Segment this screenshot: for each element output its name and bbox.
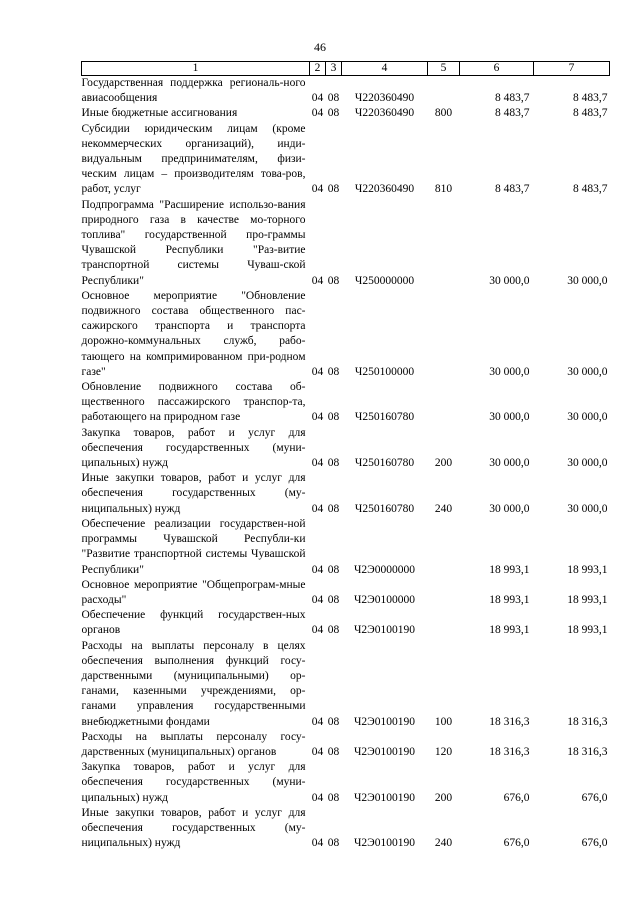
- target-article-cell: Ч250160780: [354, 502, 415, 515]
- target-article-cell: Ч250160780: [354, 411, 415, 424]
- target-article-cell: Ч2Э0100000: [353, 593, 416, 606]
- table-row: [82, 578, 610, 608]
- row-name-cell: Иные закупки товаров, работ и услуг для обеспечения государственных (му-ниципальных) нужд: [81, 472, 306, 515]
- expense-type-cell: 800: [434, 107, 453, 120]
- row-name-cell: Иные бюджетные ассигнования: [81, 107, 238, 120]
- row-name-cell: Основное мероприятие "Общепрограм-мные расходы": [81, 578, 306, 606]
- subsection-code-cell: 08: [327, 92, 340, 105]
- amount-year2-cell: 676,0: [581, 837, 608, 850]
- row-name-cell: Обеспечение функций государствен-ных органов: [81, 609, 306, 637]
- section-code-cell: 04: [311, 274, 324, 287]
- table-row: [82, 122, 610, 198]
- subsection-code-cell: 08: [327, 563, 340, 576]
- row-name-cell: Обеспечение реализации государствен-ной программы Чувашской Республи-ки "Развитие транспортной системы Чувашской Республики": [81, 517, 306, 576]
- amount-year2-cell: 30 000,0: [567, 411, 608, 424]
- amount-year2-cell: 8 483,7: [573, 92, 608, 105]
- expense-type-cell: 200: [434, 791, 453, 804]
- subsection-code-cell: 08: [327, 791, 340, 804]
- expense-type-cell: 810: [434, 183, 453, 196]
- target-article-cell: Ч250000000: [354, 274, 415, 287]
- amount-year1-cell: 18 316,3: [489, 745, 530, 758]
- section-code-cell: 04: [311, 593, 324, 606]
- table-row: [82, 608, 610, 638]
- column-header: 3: [326, 62, 342, 76]
- row-name-cell: Подпрограмма "Расширение использо-вания природного газа в качестве мо-торного топлива" государственной про-граммы Чувашской Республики "Раз-витие транспортной системы Чуваш-ской Республики": [81, 198, 306, 287]
- section-code-cell: 04: [311, 502, 324, 515]
- section-code-cell: 04: [311, 183, 324, 196]
- amount-year1-cell: 8 483,7: [495, 107, 530, 120]
- subsection-code-cell: 08: [327, 411, 340, 424]
- amount-year1-cell: 30 000,0: [489, 457, 530, 470]
- subsection-code-cell: 08: [327, 107, 340, 120]
- amount-year1-cell: 30 000,0: [489, 365, 530, 378]
- expense-type-cell: 120: [434, 745, 453, 758]
- column-header: 4: [342, 62, 428, 76]
- target-article-cell: Ч250100000: [354, 365, 415, 378]
- expense-type-cell: 240: [434, 502, 453, 515]
- amount-year1-cell: 30 000,0: [489, 502, 530, 515]
- target-article-cell: Ч250160780: [354, 457, 415, 470]
- amount-year1-cell: 676,0: [503, 791, 530, 804]
- subsection-code-cell: 08: [327, 365, 340, 378]
- row-name-cell: Закупка товаров, работ и услуг для обеспечения государственных (муни-ципальных) нужд: [81, 426, 306, 470]
- amount-year1-cell: 8 483,7: [495, 92, 530, 105]
- table-row: [82, 517, 610, 578]
- table-row: [82, 198, 610, 289]
- subsection-code-cell: 08: [327, 837, 340, 850]
- column-header: 2: [310, 62, 326, 76]
- table-row: [82, 426, 610, 472]
- subsection-code-cell: 08: [327, 183, 340, 196]
- amount-year1-cell: 18 316,3: [489, 715, 530, 728]
- expense-type-cell: [428, 517, 460, 578]
- page-number: 46: [314, 40, 326, 54]
- row-name-cell: Закупка товаров, работ и услуг для обеспечения государственных (муни-ципальных) нужд: [81, 761, 306, 804]
- column-header: 7: [534, 62, 610, 76]
- amount-year2-cell: 18 993,1: [567, 593, 608, 606]
- amount-year1-cell: 18 993,1: [489, 593, 530, 606]
- expense-type-cell: [428, 380, 460, 426]
- expense-type-cell: 240: [434, 837, 453, 850]
- amount-year2-cell: 30 000,0: [567, 457, 608, 470]
- column-header: 6: [460, 62, 534, 76]
- subsection-code-cell: 08: [327, 624, 340, 637]
- table-row: [82, 380, 610, 426]
- amount-year1-cell: 18 993,1: [489, 563, 530, 576]
- section-code-cell: 04: [311, 457, 324, 470]
- amount-year2-cell: 18 316,3: [567, 745, 608, 758]
- section-code-cell: 04: [311, 92, 324, 105]
- row-name-cell: Обновление подвижного состава об-щественного пассажирского транспор-та, работающего на природном газе: [81, 381, 306, 424]
- section-code-cell: 04: [311, 563, 324, 576]
- target-article-cell: Ч2Э0100190: [353, 624, 416, 637]
- row-name-cell: Расходы на выплаты персоналу в целях обеспечения выполнения функций госу-дарственными (муниципальными) ор-ганами, казенными учреждениями, ор-ганами управления государственными внебюджетными фондами: [81, 639, 306, 728]
- target-article-cell: Ч220360490: [354, 92, 415, 105]
- column-header: 1: [82, 62, 310, 76]
- table-row: [82, 806, 610, 852]
- amount-year2-cell: 30 000,0: [567, 274, 608, 287]
- amount-year2-cell: 18 316,3: [567, 715, 608, 728]
- amount-year2-cell: 18 993,1: [567, 563, 608, 576]
- row-name-cell: Субсидии юридическим лицам (кроме некоммерческих организаций), инди-видуальным предпринимателям, физи-ческим лицам – производителям това-ров, работ, услуг: [81, 122, 306, 196]
- subsection-code-cell: 08: [327, 274, 340, 287]
- row-name-cell: Государственная поддержка региональ-ного авиасообщения: [81, 77, 306, 105]
- subsection-code-cell: 08: [327, 745, 340, 758]
- table-row: [82, 730, 610, 760]
- section-code-cell: 04: [311, 624, 324, 637]
- target-article-cell: Ч2Э0100190: [353, 715, 416, 728]
- subsection-code-cell: 08: [327, 715, 340, 728]
- amount-year2-cell: 676,0: [581, 791, 608, 804]
- section-code-cell: 04: [311, 715, 324, 728]
- table-row: [82, 760, 610, 806]
- amount-year1-cell: 30 000,0: [489, 411, 530, 424]
- subsection-code-cell: 08: [327, 593, 340, 606]
- header-row: [82, 62, 610, 76]
- target-article-cell: Ч2Э0100190: [353, 837, 416, 850]
- expense-type-cell: [428, 198, 460, 289]
- target-article-cell: Ч220360490: [354, 107, 415, 120]
- section-code-cell: 04: [311, 107, 324, 120]
- target-article-cell: Ч220360490: [354, 183, 415, 196]
- subsection-code-cell: 08: [327, 457, 340, 470]
- amount-year2-cell: 30 000,0: [567, 502, 608, 515]
- section-code-cell: 04: [311, 411, 324, 424]
- row-name-cell: Иные закупки товаров, работ и услуг для обеспечения государственных (му-ниципальных) нужд: [81, 806, 306, 850]
- amount-year1-cell: 18 993,1: [489, 624, 530, 637]
- table-row: [82, 639, 610, 730]
- table-row: [82, 106, 610, 121]
- table-row: [82, 289, 610, 380]
- target-article-cell: Ч2Э0100190: [353, 791, 416, 804]
- amount-year2-cell: 8 483,7: [573, 107, 608, 120]
- column-header: 5: [428, 62, 460, 76]
- amount-year1-cell: 8 483,7: [495, 183, 530, 196]
- row-name-cell: Основное мероприятие "Обновление подвижного состава общественного пас-сажирского транспорта и транспорта дорожно-коммунальных служб, рабо-тающего на компримированном при-родном газе": [81, 289, 306, 378]
- amount-year2-cell: 8 483,7: [573, 183, 608, 196]
- amount-year1-cell: 676,0: [503, 837, 530, 850]
- section-code-cell: 04: [311, 745, 324, 758]
- table-row: [82, 76, 610, 107]
- expense-type-cell: [428, 578, 460, 608]
- target-article-cell: Ч2Э0100190: [353, 745, 416, 758]
- amount-year2-cell: 30 000,0: [567, 365, 608, 378]
- budget-table: [81, 61, 610, 851]
- expense-type-cell: 100: [434, 715, 453, 728]
- expense-type-cell: [428, 608, 460, 638]
- expense-type-cell: [428, 289, 460, 380]
- expense-type-cell: [428, 76, 460, 107]
- row-name-cell: Расходы на выплаты персоналу госу-дарственных (муниципальных) органов: [81, 730, 306, 758]
- target-article-cell: Ч2Э0000000: [353, 563, 416, 576]
- section-code-cell: 04: [311, 837, 324, 850]
- expense-type-cell: 200: [434, 457, 453, 470]
- subsection-code-cell: 08: [327, 502, 340, 515]
- amount-year1-cell: 30 000,0: [489, 274, 530, 287]
- section-code-cell: 04: [311, 365, 324, 378]
- section-code-cell: 04: [311, 791, 324, 804]
- table-row: [82, 471, 610, 517]
- amount-year2-cell: 18 993,1: [567, 624, 608, 637]
